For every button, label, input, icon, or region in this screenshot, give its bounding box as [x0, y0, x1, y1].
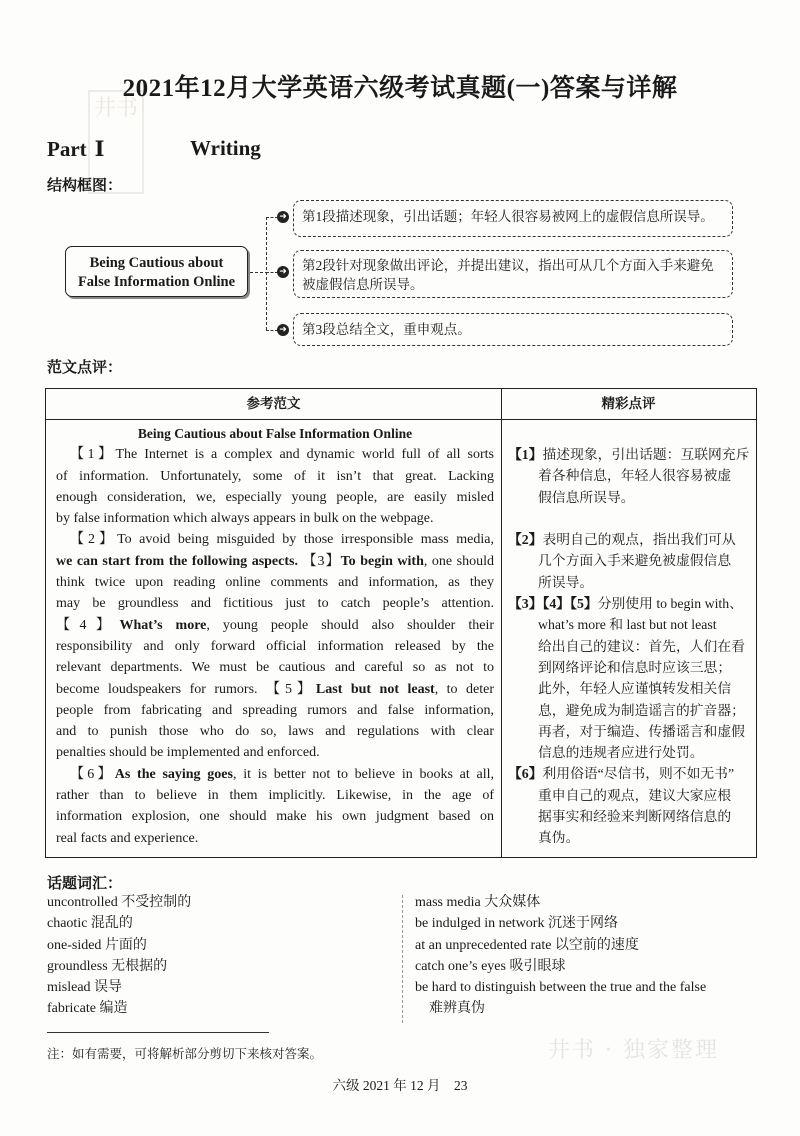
comment-line — [508, 763, 748, 784]
essay-highlight: As the saying goes — [114, 766, 233, 782]
comment-line — [508, 636, 748, 657]
essay-text: people from fabricating and spreading rumors and false information, — [56, 702, 494, 718]
essay-highlight: To begin with — [340, 553, 424, 569]
essay-line — [56, 551, 494, 572]
essay-line — [56, 593, 494, 614]
diagram-box-paragraph-2: 第2段针对现象做出评论，并提出建议，指出可从几个方面入手来避免被虚假信息所误导。 — [293, 250, 733, 298]
center-line-1: Being Cautious about — [89, 255, 224, 271]
comment-text: 此外，年轻人应谨慎转发相关信 — [538, 681, 732, 697]
essay-text: real facts and experience. — [56, 830, 199, 846]
essay-review-table — [45, 388, 757, 858]
comment-line — [508, 806, 748, 827]
review-label: 范文点评： — [47, 358, 123, 376]
comment-line — [508, 721, 748, 742]
comment-text: 所误导。 — [538, 574, 594, 590]
comment-text: 表明自己的观点，指出我们可从 — [542, 532, 736, 548]
essay-text: become loudspeakers for rumors. 【5】 — [56, 681, 316, 697]
essay-text: penalties should be implemented and enforced. — [56, 745, 320, 761]
comment-text: 给出自己的建议：首先，人们在看 — [538, 638, 745, 654]
comment-line — [508, 593, 748, 614]
structure-label: 结构框图： — [47, 176, 123, 194]
essay-text: may be groundless and fictitious just to catch people’s attention. — [56, 596, 494, 612]
essay-text: 【4】 — [56, 617, 120, 633]
essay-line — [56, 508, 494, 529]
comments-column — [508, 444, 748, 849]
essay-text: enough consideration, we, especially young people, are easily misled — [56, 489, 494, 505]
comment-line — [508, 465, 748, 486]
comment-line — [508, 678, 748, 699]
comment-text: 信息的违规者应进行处罚。 — [538, 745, 704, 761]
vocab-divider — [402, 895, 403, 1023]
essay-text: of information. Unfortunately, some of it isn’t that great. Lacking — [56, 468, 494, 484]
vocab-item: mislead 误导 — [47, 980, 123, 996]
comment-line — [508, 785, 748, 806]
column-divider — [501, 389, 502, 857]
comment-line — [508, 700, 748, 721]
vocab-item: mass media 大众媒体 — [415, 895, 541, 910]
vertical-watermark: 井书 — [88, 90, 144, 194]
comment-tag: 【1】 — [508, 447, 543, 462]
essay-line — [56, 572, 494, 593]
page-title: 2021年12月大学英语六级考试真题(一)答案与详解 — [122, 75, 678, 102]
comment-text: 据事实和经验来判断网络信息的 — [538, 809, 732, 825]
essay-text: , one should — [423, 553, 494, 569]
vocab-item: fabricate 编造 — [47, 1001, 128, 1017]
essay-text: 【1】The Internet is a complex and dynamic world full of all sorts — [70, 447, 494, 463]
essay-line — [56, 466, 494, 487]
essay-text: by false information which always appears in bulk on the webpage. — [56, 511, 434, 527]
comment-text: 到网络评论和信息时应该三思； — [538, 659, 732, 675]
arrow-icon: ➜ — [277, 324, 289, 336]
vocab-item: at an unprecedented rate 以空前的速度 — [415, 937, 639, 953]
essay-line — [56, 806, 494, 827]
watermark: 井书 · 独家整理 — [548, 1038, 719, 1063]
essay-line — [56, 785, 494, 806]
comment-item — [508, 444, 748, 508]
page-footer: 六级 2021 年 12 月 23 — [332, 1078, 468, 1093]
essay-text: information explosion, one should make his own judgment based on — [56, 809, 494, 825]
vocab-item: chaotic 混乱的 — [47, 916, 133, 932]
comment-text: 真伪。 — [538, 830, 580, 846]
vocab-right-column — [415, 892, 706, 1020]
comment-text: what’s more 和 last but not least — [538, 617, 717, 633]
comment-line — [508, 550, 748, 571]
vocab-item: catch one’s eyes 吸引眼球 — [415, 958, 566, 974]
essay-line — [56, 764, 494, 785]
vocab-item: groundless 无根据的 — [47, 958, 168, 974]
comment-text: 分别使用 to begin with、 — [597, 596, 743, 612]
arrow-icon: ➜ — [277, 266, 289, 278]
comment-text: 息，避免成为制造谣言的扩音器； — [538, 702, 745, 718]
vocab-left-column — [47, 892, 191, 1020]
connector-line — [266, 217, 267, 330]
diagram-box-paragraph-3: 第3段总结全文，重申观点。 — [293, 313, 733, 346]
comment-item — [508, 593, 748, 763]
comment-text: 着各种信息，年轻人很容易被虚 — [538, 468, 732, 484]
column-header-essay: 参考范文 — [246, 396, 301, 412]
comment-tag: 【6】 — [508, 766, 543, 782]
essay-text: , young people should also shoulder their — [206, 617, 494, 633]
comment-line — [508, 444, 748, 465]
essay-text: 【6】 — [70, 766, 115, 782]
comment-line — [508, 529, 748, 550]
vocab-item: one-sided 片面的 — [47, 937, 147, 953]
essay-text: relevant departments. We must be cautious and careful so as not to — [56, 660, 494, 676]
essay-line — [56, 615, 494, 636]
essay-line — [56, 700, 494, 721]
center-line-2: False Information Online — [77, 274, 236, 290]
comment-line — [508, 742, 748, 763]
part-heading — [47, 136, 104, 162]
essay-line — [56, 828, 494, 849]
essay-highlight: Last but not least — [315, 681, 435, 697]
comment-item — [508, 529, 748, 593]
essay-highlight: we can start from the following aspects. — [56, 553, 298, 569]
comment-line — [508, 827, 748, 848]
comment-text: 利用俗语“尽信书，则不如无书” — [542, 766, 735, 782]
essay-line — [56, 487, 494, 508]
vocab-item: be indulged in network 沉迷于网络 — [415, 916, 618, 932]
part-number: Ⅰ — [94, 137, 105, 161]
diagram-center-box — [65, 246, 248, 297]
part-label: Part — [47, 137, 87, 161]
essay-line — [56, 679, 494, 700]
essay-line — [56, 529, 494, 550]
essay-line — [56, 721, 494, 742]
essay-line — [56, 657, 494, 678]
essay-text: responsibility and only forward official information released by the — [56, 638, 494, 654]
essay-text: , it is better not to believe in books at all, — [232, 766, 494, 782]
table-header — [46, 389, 756, 420]
comment-tag: 【3】【4】【5】 — [508, 596, 598, 612]
essay-text: 【3】 — [297, 553, 341, 569]
arrow-icon: ➜ — [277, 211, 289, 223]
comment-text: 描述现象，引出话题：互联网充斥 — [542, 447, 750, 462]
essay-line — [56, 444, 494, 465]
vocab-item: uncontrolled 不受控制的 — [47, 895, 192, 910]
footnote-rule — [47, 1032, 269, 1033]
vocab-item: be hard to distinguish between the true and the false — [415, 980, 707, 996]
essay-text: and to punish those who do so, laws and regulations with clear — [56, 724, 494, 740]
comment-line — [508, 572, 748, 593]
essay-text: rather than to believe in them implicitly. Likewise, in the age of — [56, 788, 494, 804]
comment-text: 假信息所误导。 — [538, 489, 635, 505]
footnote: 注：如有需要，可将解析部分剪切下来核对答案。 — [47, 1046, 323, 1061]
column-header-comment: 精彩点评 — [601, 396, 656, 412]
sample-essay — [56, 423, 494, 849]
comment-line — [508, 487, 748, 508]
essay-text: think twice upon reading online comments and information, as they — [56, 575, 494, 591]
comment-item — [508, 763, 748, 848]
essay-title: Being Cautious about False Information Online — [137, 426, 413, 441]
vocab-label: 话题词汇： — [47, 874, 123, 892]
comment-text: 重申自己的观点，建议大家应根 — [538, 787, 732, 803]
essay-line — [56, 742, 494, 763]
vocab-item: 难辨真伪 — [429, 1001, 485, 1017]
comment-text: 几个方面入手来避免被虚假信息 — [538, 553, 732, 569]
diagram-box-paragraph-1: 第1段描述现象，引出话题；年轻人很容易被网上的虚假信息所误导。 — [293, 200, 733, 237]
essay-text: 【2】To avoid being misguided by those irresponsible mass media, — [70, 532, 494, 548]
essay-highlight: What’s more — [119, 617, 207, 633]
comment-text: 再者，对于编造、传播谣言和虚假 — [538, 723, 745, 739]
comment-spacer — [508, 508, 748, 529]
essay-line — [56, 636, 494, 657]
comment-line — [508, 657, 748, 678]
essay-text: , to deter — [434, 681, 494, 697]
section-title: Writing — [190, 136, 261, 160]
comment-line — [508, 614, 748, 635]
comment-tag: 【2】 — [508, 532, 543, 548]
